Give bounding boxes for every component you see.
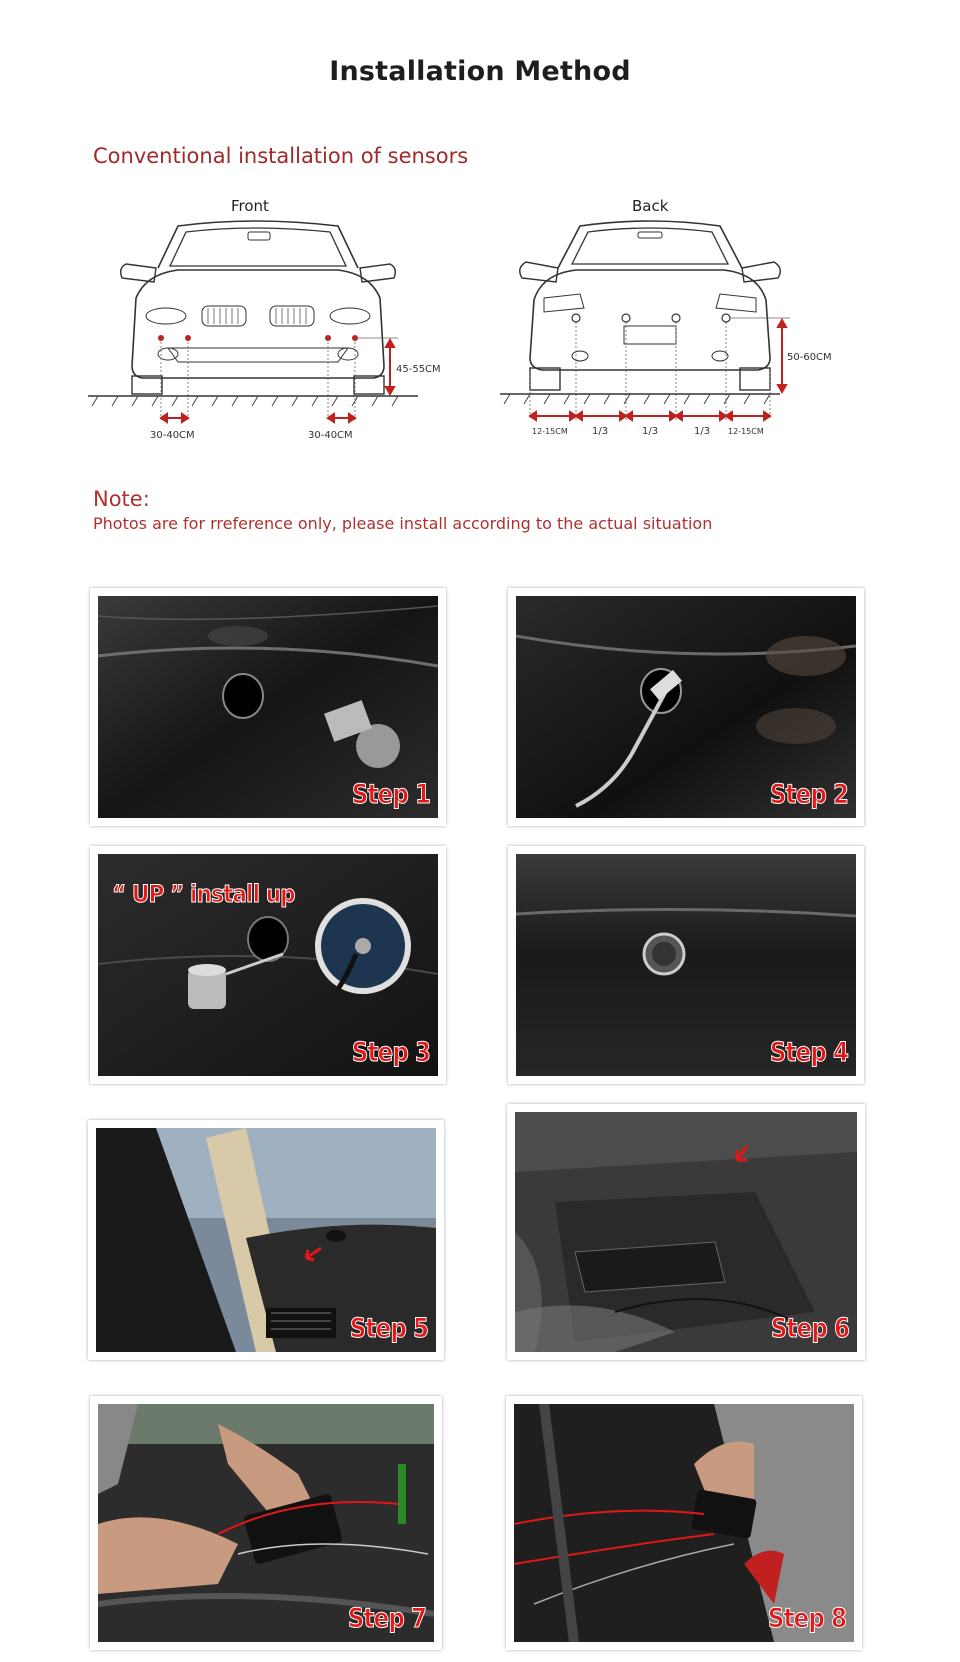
back-car-diagram: [500, 198, 860, 448]
front-left-spacing: 30-40CM: [150, 430, 195, 441]
note-title: Note:: [93, 487, 150, 511]
step-1-photo: [90, 588, 446, 826]
back-height-label: 50-60CM: [787, 352, 832, 363]
step-6-label: Step 6: [770, 1313, 849, 1344]
step-4-label: Step 4: [769, 1037, 848, 1068]
front-height-label: 45-55CM: [396, 364, 441, 375]
step-4-photo: [508, 846, 864, 1084]
step-7-label: Step 7: [347, 1603, 426, 1634]
back-label: Back: [632, 198, 669, 215]
step-2-photo: [508, 588, 864, 826]
step-3-label: Step 3: [351, 1037, 430, 1068]
step-1-label: Step 1: [351, 779, 430, 810]
section-subtitle: Conventional installation of sensors: [93, 144, 469, 168]
step-3-photo: [90, 846, 446, 1084]
page-title: Installation Method: [329, 56, 631, 87]
step-5-photo: [88, 1120, 444, 1360]
step-8-photo: [506, 1396, 862, 1650]
front-car-diagram: [88, 198, 468, 448]
back-segment-3: 1/3: [694, 426, 711, 437]
step-3-up-overlay: “ UP ” install up: [112, 880, 295, 908]
back-segment-2: 1/3: [642, 426, 659, 437]
back-segment-1: 1/3: [592, 426, 609, 437]
note-text: Photos are for rreference only, please install according to the actual situation: [93, 514, 713, 533]
front-label: Front: [231, 198, 269, 215]
back-edge-right: 12-15CM: [728, 427, 764, 436]
front-right-spacing: 30-40CM: [308, 430, 353, 441]
step-6-photo: [507, 1104, 865, 1360]
step-5-label: Step 5: [349, 1313, 428, 1344]
step-8-label: Step 8: [767, 1603, 846, 1634]
step-2-label: Step 2: [769, 779, 848, 810]
step-7-photo: [90, 1396, 442, 1650]
back-edge-left: 12-15CM: [532, 427, 568, 436]
